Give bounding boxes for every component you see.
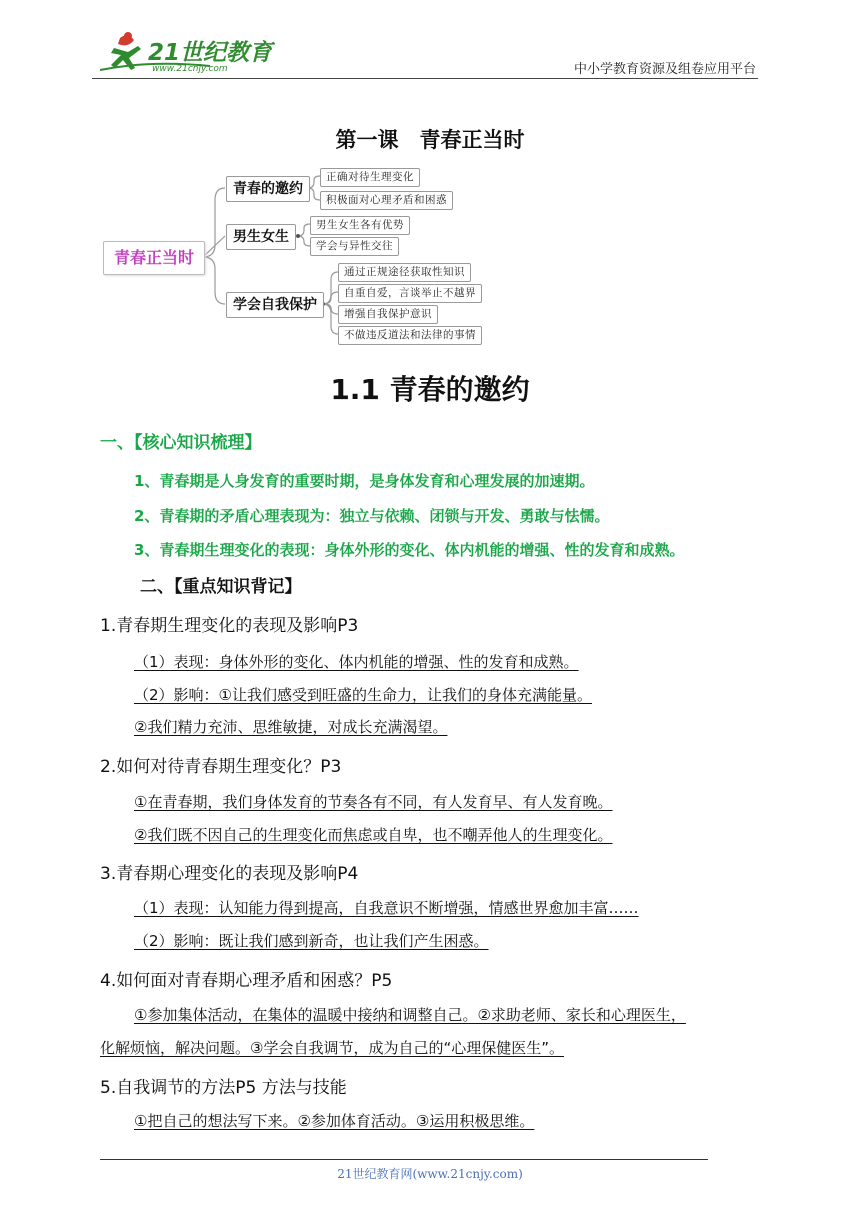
- core-line: 1、青春期是人身发育的重要时期，是身体发育和心理发展的加速期。: [134, 472, 595, 490]
- mindmap-leaf: 不做违反道法和法律的事情: [338, 326, 482, 345]
- mindmap-leaf: 自重自爱，言谈举止不越界: [338, 284, 482, 303]
- answer-line: 化解烦恼，解决问题。③学会自我调节，成为自己的“心理保健医生”。: [100, 1039, 564, 1057]
- mindmap-leaf: 积极面对心理矛盾和困惑: [320, 191, 453, 210]
- mindmap-root: 青春正当时: [103, 241, 205, 275]
- answer-line: ②我们精力充沛、思维敏捷，对成长充满渴望。: [134, 718, 448, 736]
- answer-line: ①把自己的想法写下来。②参加体育活动。③运用积极思维。: [134, 1112, 535, 1130]
- mindmap-branch-boys-girls: 男生女生: [226, 224, 296, 250]
- lesson-title: 第一课 青春正当时: [335, 127, 525, 152]
- core-heading: 一、【核心知识梳理】: [100, 433, 262, 453]
- answer-line: （2）影响：既让我们感到新奇，也让我们产生困惑。: [134, 932, 489, 950]
- mindmap-branch-youth: 青春的邀约: [226, 176, 310, 202]
- mindmap-leaf: 男生女生各有优势: [310, 216, 410, 235]
- mindmap-leaf: 学会与异性交往: [310, 237, 399, 256]
- footer-divider: [100, 1159, 708, 1160]
- logo-url: www.21cnjy.com: [152, 64, 228, 74]
- question: 1.青春期生理变化的表现及影响P3: [100, 616, 359, 636]
- platform-label: 中小学教育资源及组卷应用平台: [573, 62, 756, 77]
- key-heading: 二、【重点知识背记】: [140, 577, 302, 597]
- answer-line: ②我们既不因自己的生理变化而焦虑或自卑，也不嘲弄他人的生理变化。: [134, 826, 613, 844]
- answer-line: ①在青春期，我们身体发育的节奏各有不同，有人发育早、有人发育晚。: [134, 793, 613, 811]
- mindmap-branch-self-protection: 学会自我保护: [226, 292, 324, 318]
- mindmap-leaf: 增强自我保护意识: [338, 305, 438, 324]
- section-title: 1.1 青春的邀约: [330, 373, 530, 406]
- footer-link[interactable]: 21世纪教育网(www.21cnjy.com): [337, 1167, 523, 1181]
- answer-line: （2）影响：①让我们感受到旺盛的生命力，让我们的身体充满能量。: [134, 686, 592, 704]
- answer-line: ①参加集体活动，在集体的温暖中接纳和调整自己。②求助老师、家长和心理医生，: [134, 1006, 686, 1024]
- question: 3.青春期心理变化的表现及影响P4: [100, 864, 359, 884]
- question: 4.如何面对青春期心理矛盾和困惑？P5: [100, 971, 393, 991]
- answer-line: （1）表现：身体外形的变化、体内机能的增强、性的发育和成熟。: [134, 653, 579, 671]
- mindmap-leaf: 正确对待生理变化: [320, 168, 420, 187]
- mindmap-leaf: 通过正规途径获取性知识: [338, 263, 471, 282]
- question: 2.如何对待青春期生理变化？P3: [100, 757, 342, 777]
- logo-text: 21世纪教育: [148, 40, 273, 66]
- question: 5.自我调节的方法P5 方法与技能: [100, 1078, 347, 1098]
- core-line: 2、青春期的矛盾心理表现为：独立与依赖、闭锁与开发、勇敢与怯懦。: [134, 507, 610, 525]
- core-line: 3、青春期生理变化的表现：身体外形的变化、体内机能的增强、性的发育和成熟。: [134, 541, 685, 559]
- answer-line: （1）表现：认知能力得到提高，自我意识不断增强，情感世界愈加丰富……: [134, 899, 639, 917]
